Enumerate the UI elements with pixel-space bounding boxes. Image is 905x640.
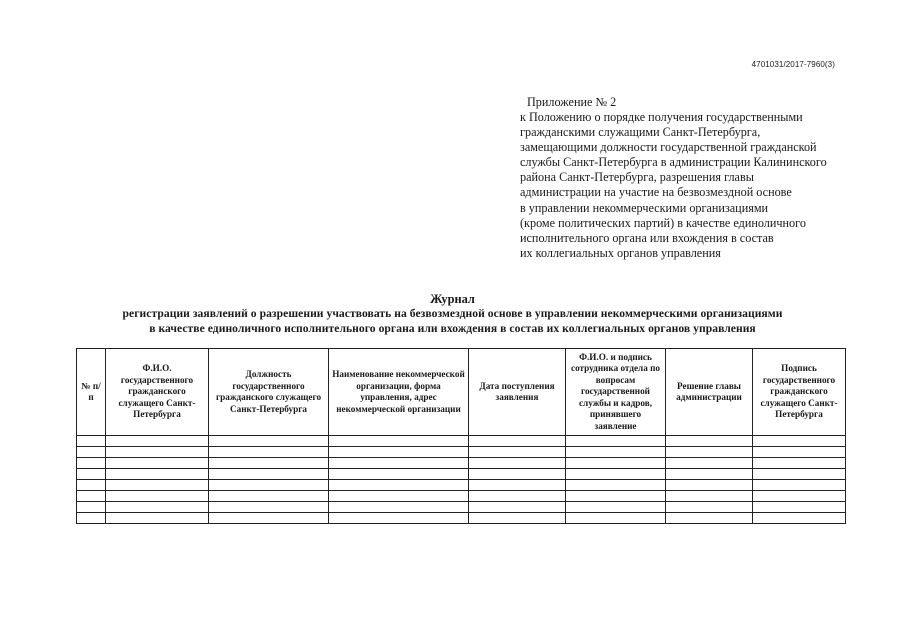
table-cell xyxy=(329,480,469,491)
table-cell xyxy=(106,513,209,524)
table-row xyxy=(77,502,846,513)
table-cell xyxy=(566,491,666,502)
appendix-line: исполнительного органа или вхождения в состав xyxy=(520,230,774,245)
table-cell xyxy=(329,469,469,480)
column-header-hr-officer: Ф.И.О. и подпись сотрудника отдела по вопросам государственной службы и кадров, принявшего заявление xyxy=(566,349,666,436)
table-cell xyxy=(106,458,209,469)
appendix-line: к Положению о порядке получения государственными xyxy=(520,110,803,124)
table-cell xyxy=(209,491,329,502)
table-cell xyxy=(77,436,106,447)
table-cell xyxy=(77,480,106,491)
column-header-signature: Подпись государственного гражданского служащего Санкт-Петербурга xyxy=(753,349,846,436)
table-cell xyxy=(666,469,753,480)
table-cell xyxy=(469,502,566,513)
table-cell xyxy=(566,436,666,447)
table-cell xyxy=(106,469,209,480)
table-cell xyxy=(753,447,846,458)
appendix-line: в управлении некоммерческими организациями xyxy=(520,200,769,215)
table-cell xyxy=(329,513,469,524)
registration-table xyxy=(76,348,846,524)
journal-title: Журнал xyxy=(430,292,475,306)
appendix-line: района Санкт-Петербурга, разрешения главы xyxy=(520,170,754,185)
table-row xyxy=(77,480,846,491)
table-cell xyxy=(566,502,666,513)
appendix-line: (кроме политических партий) в качестве единоличного xyxy=(520,215,806,230)
table-cell xyxy=(566,447,666,458)
table-cell xyxy=(666,491,753,502)
appendix-line: их коллегиальных органов управления xyxy=(520,245,721,260)
column-header-decision: Решение главы администрации xyxy=(666,349,753,436)
appendix-title: Приложение № 2 xyxy=(527,95,617,109)
table-cell xyxy=(106,480,209,491)
table-cell xyxy=(469,491,566,502)
appendix-text xyxy=(520,110,850,261)
table-row xyxy=(77,436,846,447)
table-cell xyxy=(469,458,566,469)
table-cell xyxy=(209,447,329,458)
table-cell xyxy=(469,447,566,458)
table-cell xyxy=(566,469,666,480)
column-header-full-name: Ф.И.О. государственного гражданского служащего Санкт-Петербурга xyxy=(106,349,209,436)
appendix-line: администрации на участие на безвозмездной основе xyxy=(520,185,792,200)
table-cell xyxy=(106,447,209,458)
table-cell xyxy=(209,502,329,513)
table-cell xyxy=(209,480,329,491)
table-cell xyxy=(106,491,209,502)
table-header-row xyxy=(77,349,846,436)
table-cell xyxy=(77,513,106,524)
table-cell xyxy=(566,480,666,491)
table-cell xyxy=(753,502,846,513)
table-cell xyxy=(77,458,106,469)
table-cell xyxy=(753,480,846,491)
table-cell xyxy=(106,436,209,447)
table-cell xyxy=(666,480,753,491)
table-body xyxy=(77,436,846,524)
document-number: 4701031/2017-7960(3) xyxy=(751,60,835,69)
table-cell xyxy=(329,458,469,469)
table-cell xyxy=(469,480,566,491)
column-header-number: № п/п xyxy=(77,349,106,436)
table-cell xyxy=(106,502,209,513)
appendix-line: службы Санкт-Петербурга в администрации Калининского xyxy=(520,155,827,170)
appendix-line: замещающими должности государственной гражданской xyxy=(520,140,817,155)
table-cell xyxy=(666,513,753,524)
table-cell xyxy=(753,491,846,502)
table-cell xyxy=(77,469,106,480)
table-cell xyxy=(209,436,329,447)
table-cell xyxy=(469,436,566,447)
table-cell xyxy=(329,502,469,513)
table-cell xyxy=(666,458,753,469)
table-cell xyxy=(566,513,666,524)
table-row xyxy=(77,491,846,502)
table-row xyxy=(77,513,846,524)
table-cell xyxy=(329,491,469,502)
journal-subtitle-line-1: регистрации заявлений о разрешении участвовать на безвозмездной основе в управлении некоммерческими организациями xyxy=(122,307,783,320)
table-cell xyxy=(77,491,106,502)
table-cell xyxy=(753,513,846,524)
table-row xyxy=(77,458,846,469)
table-cell xyxy=(77,447,106,458)
table-cell xyxy=(469,469,566,480)
table-cell xyxy=(209,513,329,524)
column-header-organization: Наименование некоммерческой организации, форма управления, адрес некоммерческой организации xyxy=(329,349,469,436)
table-cell xyxy=(329,436,469,447)
table-cell xyxy=(469,513,566,524)
table-cell xyxy=(666,502,753,513)
table-cell xyxy=(329,447,469,458)
table-cell xyxy=(666,447,753,458)
table-row xyxy=(77,469,846,480)
table-row xyxy=(77,447,846,458)
table-cell xyxy=(77,502,106,513)
table-cell xyxy=(666,436,753,447)
table-cell xyxy=(209,469,329,480)
table-cell xyxy=(753,458,846,469)
table-cell xyxy=(753,436,846,447)
column-header-receipt-date: Дата поступления заявления xyxy=(469,349,566,436)
table-cell xyxy=(753,469,846,480)
journal-subtitle-line-2: в качестве единоличного исполнительного органа или вхождения в состав их коллегиальных органов управления xyxy=(149,322,756,335)
table-cell xyxy=(566,458,666,469)
table-cell xyxy=(209,458,329,469)
column-header-position: Должность государственного гражданского служащего Санкт-Петербурга xyxy=(209,349,329,436)
appendix-line: гражданскими служащими Санкт-Петербурга, xyxy=(520,125,761,140)
